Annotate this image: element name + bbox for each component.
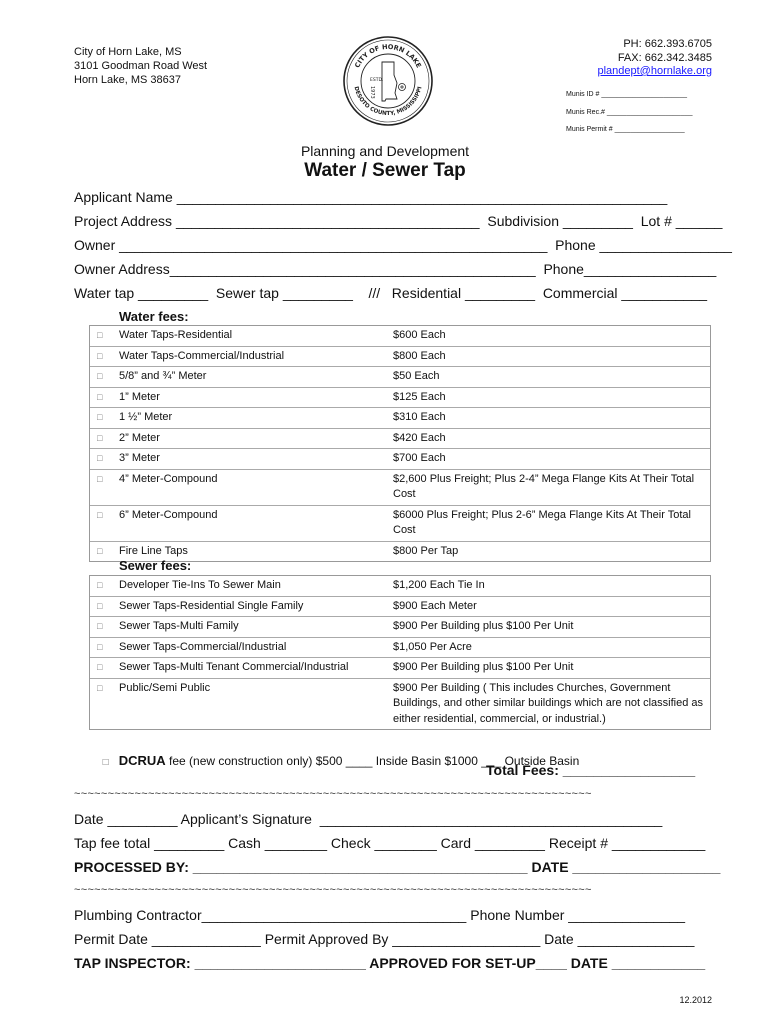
- dcrua-label: DCRUA: [118, 753, 166, 768]
- fee-row: [90, 347, 710, 368]
- fee-row: [90, 679, 710, 730]
- applicant-name-field[interactable]: Applicant Name _______________________________________________________________: [74, 189, 668, 205]
- fee-amount: $700 Each: [393, 452, 446, 464]
- fee-amount: $420 Each: [393, 431, 446, 444]
- fee-amount: $50 Each: [393, 370, 440, 382]
- fee-item: 1 ½” Meter: [119, 411, 173, 423]
- fee-item: 3” Meter: [119, 452, 160, 464]
- dcrua-text: fee (new construction only) $500 ____ Inside Basin $1000 ___ Outside Basin: [165, 754, 580, 768]
- address-line-2: 3101 Goodman Road West: [74, 60, 208, 72]
- phone-number: PH: 662.393.6705: [623, 38, 712, 50]
- owner-field[interactable]: Owner _______________________________________________________ Phone _________________: [74, 237, 732, 253]
- email-link[interactable]: plandept@hornlake.org: [597, 65, 712, 77]
- fee-checkbox[interactable]: □: [97, 391, 103, 402]
- fee-amount: $1,200 Each Tie In: [393, 579, 485, 591]
- water-fees-heading: Water fees:: [119, 309, 189, 324]
- form-title: Water / Sewer Tap: [304, 160, 466, 181]
- fee-item: Sewer Taps-Residential Single Family: [119, 599, 304, 612]
- fee-row: [90, 429, 710, 450]
- seal-est: ESTD.: [370, 78, 384, 83]
- fee-row: [90, 658, 710, 679]
- department-name: Planning and Development: [300, 143, 470, 159]
- fee-amount: $6000 Plus Freight; Plus 2-6” Mega Flange Kits At Their Total Cost: [393, 508, 691, 536]
- munis-id-field[interactable]: Munis ID # ______________________: [566, 91, 688, 98]
- project-address-field[interactable]: Project Address _______________________________________ Subdivision _________ Lot # ______: [74, 213, 723, 229]
- fee-row: [90, 638, 710, 659]
- separator-1: ~~~~~~~~~~~~~~~~~~~~~~~~~~~~~~~~~~~~~~~~~~~~~~~~~~~~~~~~~~~~~~~~~~~~~~~~~~~~~: [74, 788, 592, 800]
- fee-amount: $900 Per Building ( This includes Churches, Government Buildings, and other similar buildings which are not classified as either residential, commercial, or industrial.): [393, 681, 703, 725]
- fee-item: Developer Tie-Ins To Sewer Main: [119, 579, 281, 591]
- seal-top-text: CITY OF HORN LAKE: [353, 42, 423, 70]
- payment-field[interactable]: Tap fee total _________ Cash ________ Check ________ Card _________ Receipt # ____________: [74, 835, 706, 851]
- fee-item: Sewer Taps-Multi Family: [119, 620, 239, 632]
- separator-2: ~~~~~~~~~~~~~~~~~~~~~~~~~~~~~~~~~~~~~~~~~~~~~~~~~~~~~~~~~~~~~~~~~~~~~~~~~~~~~: [74, 884, 592, 896]
- fee-item: Public/Semi Public: [119, 681, 211, 694]
- fee-row: [90, 617, 710, 638]
- fee-checkbox[interactable]: □: [97, 453, 103, 463]
- fee-item: 1” Meter: [119, 390, 160, 403]
- contact-block: [597, 38, 712, 79]
- svg-text:CITY OF HORN LAKE: [353, 43, 423, 70]
- dcrua-checkbox[interactable]: □: [102, 757, 109, 768]
- city-address: [74, 45, 207, 87]
- fee-row: [90, 367, 710, 388]
- fee-checkbox[interactable]: □: [97, 682, 103, 693]
- fee-amount: $1,050 Per Acre: [393, 640, 472, 653]
- fee-item: Water Taps-Commercial/Industrial: [119, 349, 285, 362]
- fee-amount: $310 Each: [393, 411, 446, 423]
- fee-amount: $900 Per Building plus $100 Per Unit: [393, 661, 574, 673]
- fee-item: Water Taps-Residential: [119, 329, 233, 341]
- fee-checkbox[interactable]: □: [97, 662, 103, 672]
- tap-inspector-field[interactable]: TAP INSPECTOR: ______________________ APPROVED FOR SET-UP____ DATE ____________: [74, 955, 706, 971]
- fee-checkbox[interactable]: □: [97, 600, 103, 611]
- sewer-fees-heading: Sewer fees:: [119, 558, 192, 573]
- fee-checkbox[interactable]: □: [97, 412, 103, 422]
- sewer-fees-table: [89, 575, 711, 730]
- fee-item: Fire Line Taps: [119, 544, 188, 557]
- fee-row: [90, 506, 710, 542]
- munis-rec-field[interactable]: Munis Rec.# ______________________: [566, 109, 693, 116]
- fee-item: 4” Meter-Compound: [119, 472, 218, 485]
- owner-address-field[interactable]: Owner Address_______________________________________________ Phone_________________: [74, 261, 717, 277]
- water-fees-table: [89, 325, 711, 562]
- date-signature-field[interactable]: Date _________ Applicant’s Signature ____________________________________________: [74, 811, 663, 827]
- fee-checkbox[interactable]: □: [97, 330, 103, 340]
- fee-row: [90, 408, 710, 429]
- fee-amount: $2,600 Plus Freight; Plus 2-4” Mega Flange Kits At Their Total Cost: [393, 472, 695, 500]
- seal-year: 1973: [369, 86, 375, 99]
- fee-checkbox[interactable]: □: [97, 621, 103, 631]
- fee-checkbox[interactable]: □: [97, 545, 103, 556]
- fee-checkbox[interactable]: □: [97, 432, 103, 443]
- fee-item: Sewer Taps-Multi Tenant Commercial/Industrial: [119, 661, 349, 673]
- fax-number: FAX: 662.342.3485: [617, 51, 712, 64]
- fee-amount: $800 Each: [393, 349, 446, 362]
- fee-row: [90, 449, 710, 470]
- fee-amount: $900 Each Meter: [393, 599, 477, 612]
- fee-checkbox[interactable]: □: [97, 509, 103, 520]
- address-line-1: City of Horn Lake, MS: [74, 46, 182, 58]
- fee-row: [90, 326, 710, 347]
- fee-row: [90, 597, 710, 618]
- plumbing-contractor-field[interactable]: Plumbing Contractor__________________________________ Phone Number _______________: [74, 907, 686, 923]
- fee-amount: $900 Per Building plus $100 Per Unit: [393, 620, 574, 632]
- seal-bottom-text: DESOTO COUNTY, MISSISSIPPI: [352, 85, 424, 118]
- form-version: 12.2012: [679, 995, 712, 1005]
- fee-item: 2” Meter: [119, 431, 160, 444]
- fee-row: [90, 388, 710, 409]
- fee-checkbox[interactable]: □: [97, 473, 103, 484]
- tap-type-field[interactable]: Water tap _________ Sewer tap _________ /// Residential _________ Commercial ___________: [74, 285, 708, 301]
- fee-amount: $125 Each: [393, 390, 446, 403]
- fee-checkbox[interactable]: □: [97, 641, 103, 652]
- fee-amount: $800 Per Tap: [393, 544, 459, 557]
- permit-date-field[interactable]: Permit Date ______________ Permit Approved By ___________________ Date _______________: [74, 931, 695, 947]
- processed-by-field[interactable]: PROCESSED BY: ___________________________________________ DATE ___________________: [74, 859, 721, 875]
- fee-row: [90, 470, 710, 506]
- fee-item: 6” Meter-Compound: [119, 508, 218, 521]
- fee-checkbox[interactable]: □: [97, 350, 103, 361]
- address-line-3: Horn Lake, MS 38637: [74, 74, 182, 86]
- fee-item: 5/8” and ¾” Meter: [119, 370, 207, 382]
- fee-item: Sewer Taps-Commercial/Industrial: [119, 640, 287, 653]
- fee-checkbox[interactable]: □: [97, 371, 103, 381]
- fee-row: [90, 576, 710, 597]
- total-fees-field[interactable]: Total Fees: _________________: [486, 762, 696, 778]
- munis-permit-field[interactable]: Munis Permit # __________________: [566, 126, 685, 133]
- fee-amount: $600 Each: [393, 329, 446, 341]
- city-seal-icon: [342, 35, 434, 127]
- fee-checkbox[interactable]: □: [97, 580, 103, 590]
